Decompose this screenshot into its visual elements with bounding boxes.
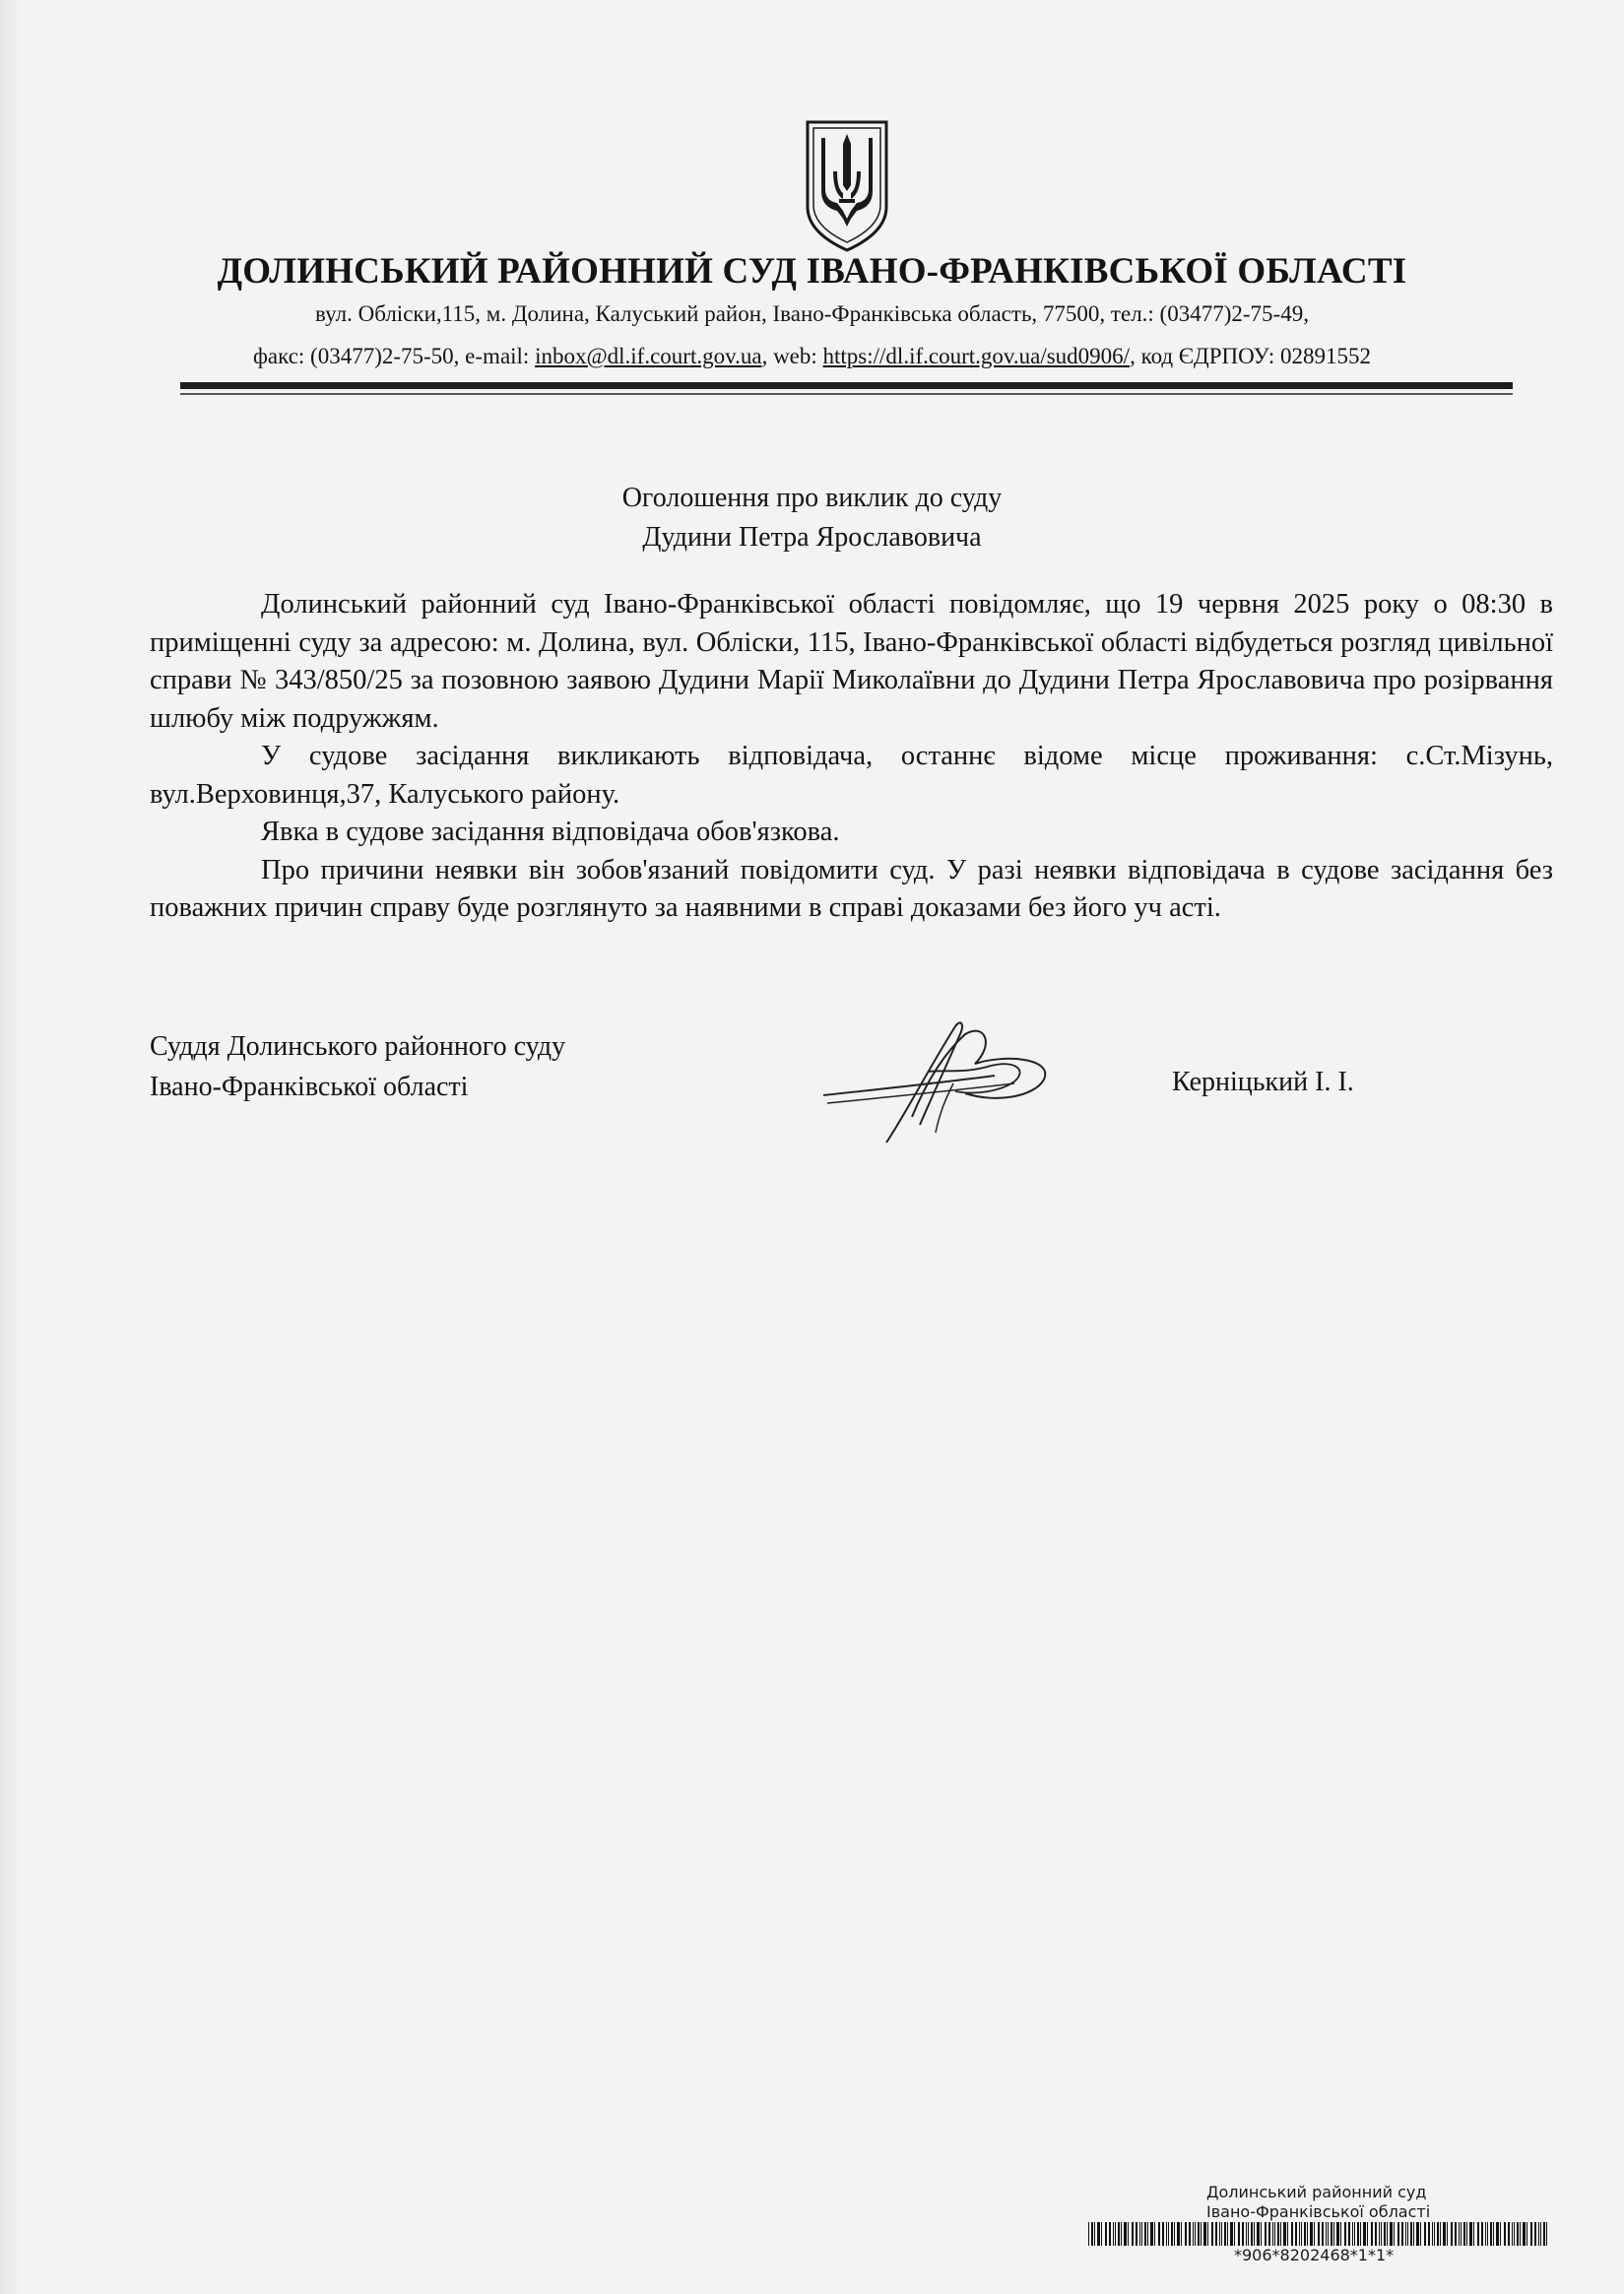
barcode-bar: [1407, 2222, 1408, 2246]
judge-name: Керніцький І. І.: [1172, 1067, 1354, 1097]
barcode-bar: [1177, 2222, 1180, 2246]
barcode-bar: [1352, 2222, 1353, 2246]
barcode-bar: [1219, 2222, 1220, 2246]
paragraph-attendance: Явка в судове засідання відповідача обов'язкова.: [261, 817, 840, 847]
court-address: вул. Обліски,115, м. Долина, Калуський район, Івано-Франківська область, 77500, тел.: (03477)2-75-49,: [315, 301, 1309, 326]
barcode-bar: [1333, 2222, 1334, 2246]
barcode-bar: [1504, 2222, 1506, 2246]
barcode-bar: [1105, 2222, 1107, 2246]
barcode-bar: [1128, 2222, 1129, 2246]
barcode-bar: [1432, 2222, 1433, 2246]
barcode-bar: [1416, 2222, 1419, 2246]
barcode-bar: [1546, 2222, 1547, 2246]
barcode-bar: [1410, 2222, 1412, 2246]
judge-position-line1: Суддя Долинського районного суду: [150, 1031, 566, 1062]
barcode-bar: [1348, 2222, 1350, 2246]
barcode-bar: [1242, 2222, 1244, 2246]
barcode-bar: [1144, 2222, 1146, 2246]
barcode-bar: [1496, 2222, 1499, 2246]
court-name: ДОЛИНСЬКИЙ РАЙОННИЙ СУД ІВАНО-ФРАНКІВСЬКОЇ ОБЛАСТІ: [217, 251, 1407, 292]
barcode-bar: [1520, 2222, 1521, 2246]
barcode-bar: [1447, 2222, 1448, 2246]
barcode-bar: [1477, 2222, 1479, 2246]
barcode-bar: [1121, 2222, 1122, 2246]
paragraph-hearing: Долинський районний суд Івано-Франківської області повідомляє, що 19 червня 2025 року о 08:30 в приміщенні суду за адресою: м. Долина, вул. Обліски, 115, Івано-Франківської області відбудеться розгляд цивільної справи № 343/850/25 за позовною заявою Дудини Марії Миколаївни до Дудини Петра Ярославовича про розірвання шлюбу між подружжям.: [150, 589, 1553, 734]
header-divider-thin: [180, 393, 1513, 395]
barcode-bar: [1268, 2222, 1270, 2246]
stamp-region: Івано-Франківської області: [1206, 2202, 1431, 2221]
barcode-bar: [1354, 2222, 1355, 2246]
barcode-bar: [1238, 2222, 1240, 2246]
barcode-bar: [1139, 2222, 1140, 2246]
barcode-bar: [1363, 2222, 1366, 2246]
barcode-bar: [1287, 2222, 1288, 2246]
barcode-bar: [1224, 2222, 1226, 2246]
barcode-bar: [1295, 2222, 1297, 2246]
barcode-bar: [1455, 2222, 1457, 2246]
barcode-bar: [1246, 2222, 1247, 2246]
barcode-bar: [1485, 2222, 1486, 2246]
court-contacts: [0, 344, 1624, 369]
barcode-bar: [1381, 2222, 1382, 2246]
barcode-bar: [1189, 2222, 1191, 2246]
barcode-bar: [1336, 2222, 1339, 2246]
barcode-bar: [1530, 2222, 1532, 2246]
barcode-bar: [1299, 2222, 1300, 2246]
notice-body: [150, 586, 1553, 928]
barcode-bar: [1487, 2222, 1488, 2246]
barcode-bar: [1523, 2222, 1526, 2246]
barcode-bar: [1203, 2222, 1206, 2246]
barcode-bar: [1424, 2222, 1426, 2246]
judge-position: [150, 1026, 565, 1107]
email-link[interactable]: inbox@dl.if.court.gov.ua: [535, 344, 762, 368]
barcode-bar: [1251, 2222, 1253, 2246]
handwritten-signature: [817, 1015, 1073, 1152]
barcode-bar: [1283, 2222, 1286, 2246]
barcode-bar: [1147, 2222, 1148, 2246]
coat-of-arms-trident-icon: [800, 116, 894, 254]
barcode-bar: [1118, 2222, 1120, 2246]
barcode-bar: [1466, 2222, 1467, 2246]
barcode-bar: [1517, 2222, 1519, 2246]
barcode-bar: [1451, 2222, 1453, 2246]
barcode-bar: [1367, 2222, 1368, 2246]
barcode-bar: [1490, 2222, 1492, 2246]
barcode-bar: [1193, 2222, 1194, 2246]
stamp-court-name: Долинський районний суд: [1206, 2183, 1427, 2201]
barcode-bar: [1168, 2222, 1169, 2246]
barcode-bar: [1124, 2222, 1127, 2246]
barcode-bar: [1512, 2222, 1513, 2246]
barcode-bar: [1371, 2222, 1373, 2246]
barcode-bar: [1091, 2222, 1093, 2246]
barcode-bar: [1310, 2222, 1313, 2246]
barcode-bar: [1227, 2222, 1228, 2246]
fax-label: факс: (03477)2-75-50, e-mail:: [252, 344, 536, 368]
barcode-bar: [1384, 2222, 1386, 2246]
barcode-bar: [1357, 2222, 1359, 2246]
web-label: , web:: [761, 344, 823, 368]
barcode-bar: [1248, 2222, 1249, 2246]
barcode-bar: [1307, 2222, 1308, 2246]
barcode-bar: [1514, 2222, 1515, 2246]
barcode-bar: [1314, 2222, 1315, 2246]
barcode-bar: [1360, 2222, 1361, 2246]
barcode-bar: [1326, 2222, 1327, 2246]
barcode-number: *906*8202468*1*1*: [1234, 2246, 1395, 2264]
barcode-bar: [1280, 2222, 1281, 2246]
barcode-bar: [1265, 2222, 1267, 2246]
barcode-bar: [1277, 2222, 1279, 2246]
barcode-bar: [1301, 2222, 1302, 2246]
barcode-bar: [1094, 2222, 1095, 2246]
barcode-bar: [1211, 2222, 1213, 2246]
barcode-bar: [1115, 2222, 1116, 2246]
barcode-bar: [1331, 2222, 1332, 2246]
notice-title: Оголошення про виклик до суду: [621, 483, 1003, 513]
barcode-bar: [1109, 2222, 1111, 2246]
barcode-bar: [1257, 2222, 1260, 2246]
barcode-bar: [1198, 2222, 1200, 2246]
barcode-bar: [1340, 2222, 1341, 2246]
header-divider: [180, 382, 1513, 389]
barcode-bar: [1443, 2222, 1446, 2246]
barcode-bar: [1171, 2222, 1173, 2246]
barcode-bar: [1463, 2222, 1465, 2246]
barcode-bar: [1101, 2222, 1102, 2246]
barcode-bar: [1459, 2222, 1460, 2246]
barcode-bar: [1434, 2222, 1435, 2246]
barcode-bar: [1261, 2222, 1262, 2246]
barcode-bar: [1390, 2222, 1393, 2246]
paragraph-absence: Про причини неявки він зобов'язаний повідомити суд. У разі неявки відповідача в судове засідання без поважних причин справу буде розглянуто за наявними в справі доказами без його уч асті.: [150, 854, 1553, 923]
barcode-bar: [1230, 2222, 1233, 2246]
barcode-bar: [1375, 2222, 1377, 2246]
barcode-bar: [1162, 2222, 1164, 2246]
barcode-bar: [1405, 2222, 1406, 2246]
barcode-bar: [1473, 2222, 1474, 2246]
barcode-bar: [1174, 2222, 1175, 2246]
barcode-bar: [1195, 2222, 1196, 2246]
barcode-bar: [1158, 2222, 1160, 2246]
barcode-bar: [1534, 2222, 1536, 2246]
barcode-bar: [1113, 2222, 1114, 2246]
barcode-bar: [1154, 2222, 1155, 2246]
barcode-bar: [1387, 2222, 1388, 2246]
barcode-bar: [1304, 2222, 1306, 2246]
judge-position-line2: Івано-Франківської області: [150, 1072, 469, 1102]
barcode-bar: [1136, 2222, 1137, 2246]
barcode-bar: [1508, 2222, 1510, 2246]
barcode-bar: [1201, 2222, 1202, 2246]
barcode-bar: [1166, 2222, 1167, 2246]
barcode-bar: [1461, 2222, 1462, 2246]
barcode-bar: [1538, 2222, 1539, 2246]
barcode-bar: [1413, 2222, 1414, 2246]
barcode-bar: [1328, 2222, 1329, 2246]
barcode-bar: [1322, 2222, 1324, 2246]
barcode-bar: [1344, 2222, 1346, 2246]
barcode-bar: [1437, 2222, 1439, 2246]
barcode-bar: [1420, 2222, 1421, 2246]
barcode-bar: [1272, 2222, 1273, 2246]
barcode-bar: [1141, 2222, 1142, 2246]
notice-subject: Дудини Петра Ярославовича: [642, 522, 982, 553]
barcode-bar: [1181, 2222, 1182, 2246]
barcode-bar: [1481, 2222, 1483, 2246]
barcode-bar: [1543, 2222, 1545, 2246]
barcode-bar: [1397, 2222, 1399, 2246]
barcode-bar: [1150, 2222, 1153, 2246]
barcode-bar: [1274, 2222, 1275, 2246]
barcode-bar: [1291, 2222, 1293, 2246]
barcode-bar: [1221, 2222, 1222, 2246]
barcode-bar: [1088, 2222, 1089, 2246]
barcode-bar: [1318, 2222, 1320, 2246]
barcode-bar: [1540, 2222, 1541, 2246]
barcode-bar: [1379, 2222, 1380, 2246]
barcode-bar: [1185, 2222, 1187, 2246]
website-link[interactable]: https://dl.if.court.gov.ua/sud0906/: [822, 344, 1131, 368]
barcode-bar: [1401, 2222, 1403, 2246]
barcode-bar: [1394, 2222, 1395, 2246]
barcode-bar: [1215, 2222, 1217, 2246]
barcode-bar: [1207, 2222, 1208, 2246]
barcode-bar: [1132, 2222, 1134, 2246]
barcode-bar: [1500, 2222, 1501, 2246]
barcode-bar: [1254, 2222, 1255, 2246]
edrpou-code: , код ЄДРПОУ: 02891552: [1130, 344, 1372, 368]
barcode: [1088, 2222, 1551, 2246]
barcode-bar: [1440, 2222, 1441, 2246]
barcode-bar: [1428, 2222, 1430, 2246]
barcode-bar: [1097, 2222, 1100, 2246]
barcode-bar: [1469, 2222, 1472, 2246]
barcode-bar: [1493, 2222, 1494, 2246]
paragraph-summons: У судове засідання викликають відповідача, останнє відоме місце проживання: с.Ст.Мізунь, вул.Верховинця,37, Калуського району.: [150, 741, 1553, 810]
barcode-bar: [1234, 2222, 1235, 2246]
